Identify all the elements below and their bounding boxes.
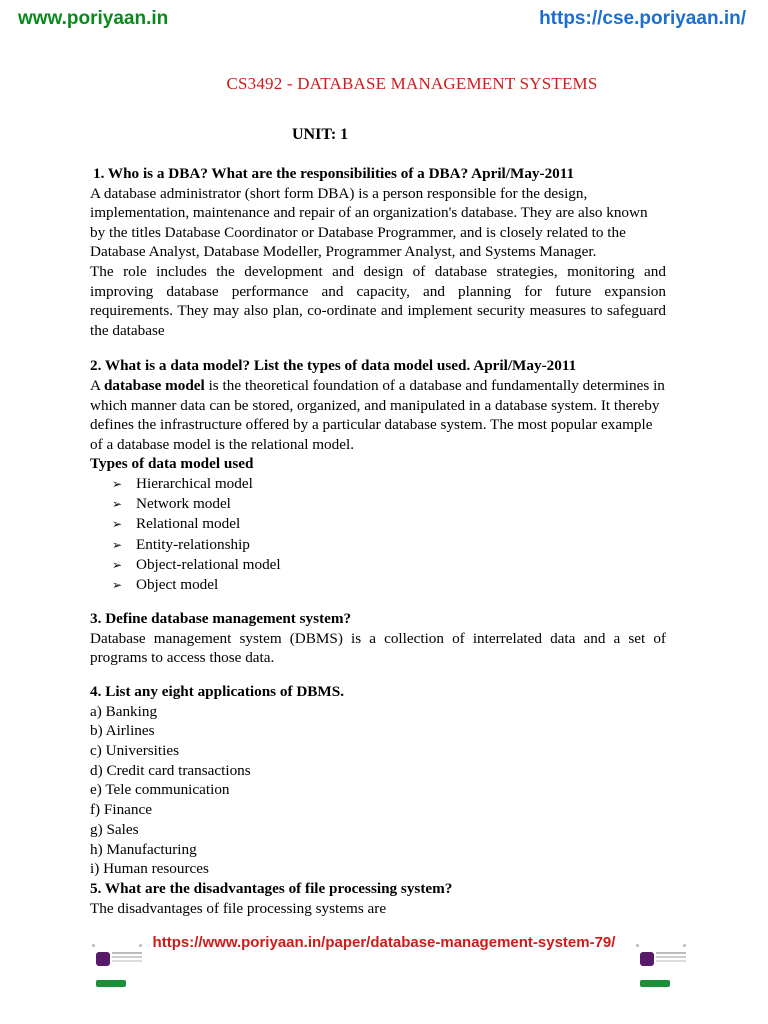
footer-link[interactable]: https://www.poriyaan.in/paper/database-management-system-79/: [152, 934, 616, 951]
arrowhead-bullet-icon: ➢: [112, 476, 123, 491]
question-2: 2. What is a data model? List the types of data model used. April/May-2011: [90, 357, 577, 375]
answer-2-rest: is the theoretical foundation of a database and fundamentally determines in which manner data can be stored, organized, and manipulated in a database system. It thereby defines the infrastructure offered by a particular database system. The most popular example of a database model is the relational model.: [90, 376, 665, 453]
list-item: g) Sales: [90, 820, 139, 838]
list-item-label: Object model: [136, 575, 219, 593]
question-4: 4. List any eight applications of DBMS.: [90, 682, 344, 700]
applications-list: [90, 682, 666, 879]
list-item-label: Hierarchical model: [136, 474, 253, 492]
list-item-label: Object-relational model: [136, 555, 281, 573]
types-list: [90, 474, 666, 595]
arrowhead-bullet-icon: ➢: [112, 517, 123, 532]
list-item: a) Banking: [90, 702, 158, 720]
app-store-card-icon[interactable]: [636, 944, 690, 1000]
dot-icon: [636, 944, 639, 947]
list-item: [112, 514, 666, 534]
app-text-lines-icon: [656, 952, 686, 954]
list-item-label: Network model: [136, 495, 231, 513]
question-5: 5. What are the disadvantages of file processing system?: [90, 879, 453, 897]
answer-5: The disadvantages of file processing systems are: [90, 899, 387, 917]
unit-title: UNIT: 1: [292, 126, 349, 143]
app-logo-icon: [640, 952, 654, 966]
list-item: [112, 575, 666, 595]
dot-icon: [139, 944, 142, 947]
answer-2-prefix: A: [90, 376, 104, 394]
answer-1-para-2: The role includes the development and design of database strategies, monitoring and improving database performance and capacity, and planning for future expansion requirements. They may also plan, co-ordinate and implement security measures to safeguard the database: [90, 262, 666, 339]
dot-icon: [683, 944, 686, 947]
list-item: [112, 555, 666, 575]
list-item: i) Human resources: [90, 860, 209, 878]
list-item: b) Airlines: [90, 722, 155, 740]
list-item: h) Manufacturing: [90, 840, 197, 858]
answer-3: Database management system (DBMS) is a collection of interrelated data and a set of programs to access those data.: [90, 629, 666, 667]
list-item: [112, 535, 666, 555]
question-1: 1. Who is a DBA? What are the responsibilities of a DBA? April/May-2011: [93, 165, 575, 182]
arrowhead-bullet-icon: ➢: [112, 497, 123, 512]
answer-2-bold-term: database model: [103, 376, 205, 394]
answer-2-para: [90, 376, 666, 454]
install-button-icon: [96, 980, 126, 987]
site-link-right[interactable]: https://cse.poriyaan.in/: [539, 8, 746, 29]
list-item: f) Finance: [90, 801, 152, 819]
arrowhead-bullet-icon: ➢: [112, 537, 123, 552]
arrowhead-bullet-icon: ➢: [112, 577, 123, 592]
install-button-icon: [640, 980, 670, 987]
types-heading: Types of data model used: [90, 455, 254, 473]
app-text-lines-icon: [112, 952, 142, 954]
list-item: [112, 474, 666, 494]
site-link-left[interactable]: www.poriyaan.in: [18, 8, 169, 29]
question-3: 3. Define database management system?: [90, 610, 352, 628]
course-title: CS3492 - DATABASE MANAGEMENT SYSTEMS: [226, 74, 598, 93]
answer-1-para-1: A database administrator (short form DBA) is a person responsible for the design, implementation, maintenance and repair of an organization's database. They are also known by the titles Database Coordinator or Database Programmer, and is closely related to the Database Analyst, Database Modeller, Programmer Analyst, and Systems Manager.: [90, 184, 648, 261]
arrowhead-bullet-icon: ➢: [112, 557, 123, 572]
list-item: d) Credit card transactions: [90, 761, 251, 779]
list-item: [112, 494, 666, 514]
list-item: c) Universities: [90, 742, 179, 760]
dot-icon: [92, 944, 95, 947]
list-item-label: Entity-relationship: [136, 535, 250, 553]
list-item-label: Relational model: [136, 515, 241, 533]
app-logo-icon: [96, 952, 110, 966]
document-body: [90, 164, 666, 918]
list-item: e) Tele communication: [90, 781, 230, 799]
app-store-card-icon[interactable]: [92, 944, 146, 1000]
